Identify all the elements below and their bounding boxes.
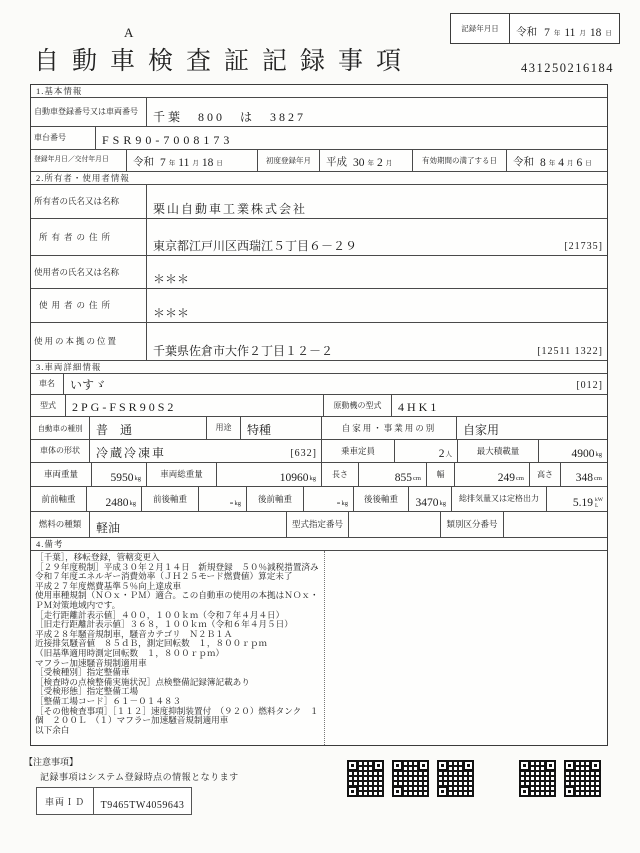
remark-line: 使用車種規制（ＮＯｘ・ＰＭ）適合。この自動車の使用の本拠はＮＯｘ・ＰＭ対策地域内です。	[35, 590, 319, 610]
remark-line: ［受検種別］指定整備車	[35, 667, 130, 678]
front-front-axle-label: 前前軸重	[41, 493, 76, 504]
notes-text: 記録事項はシステム登録時点の情報となります	[40, 772, 239, 782]
row-registration-dates	[31, 149, 607, 171]
remarks-text	[31, 551, 325, 745]
class-number-value	[503, 512, 607, 537]
chassis-number-value: FSR90-7008173	[95, 127, 607, 149]
record-date-box	[450, 13, 620, 44]
vehicle-id-value: T9465TW4059643	[100, 800, 185, 811]
remark-line: 令和７年度エネルギー消費効率（ＪＨ２５モード燃費値）算定未了	[35, 571, 293, 582]
remark-line: ［整備工場コード］６１－０１４８３	[35, 695, 182, 706]
expiry-date-value: 令和 8 年 4 月 6 日	[506, 150, 607, 171]
page-marker: A	[124, 25, 134, 40]
section-heading-vehicle: 3.車両詳細情報	[31, 360, 607, 373]
capacity-value: 2 人	[394, 440, 457, 462]
remark-line: 近接排気騒音値 ８５ｄＢ，測定回転数 １，８００ｒｐｍ	[35, 638, 268, 649]
class-number-label: 類別区分番号	[440, 512, 503, 537]
row-model	[31, 394, 607, 416]
qr-code-icon	[564, 760, 601, 797]
front-rear-axle-label: 前後軸重	[141, 487, 198, 511]
remark-line: ［千葉］，移転登録，管轄変更入	[35, 552, 160, 562]
user-address-value: ＊＊＊	[146, 289, 607, 322]
front-rear-axle-value: - kg	[198, 487, 246, 511]
remark-line: ［２９年度税制］平成３０年２月１４日 新規登録 ５０％減税措置済み	[35, 561, 319, 572]
weight-value: 5950 kg	[91, 463, 146, 486]
width-value: 249 cm	[454, 463, 529, 486]
row-vehicle-name	[31, 373, 607, 394]
category-label: 自動車の種別	[37, 423, 83, 433]
rear-front-axle-value: - kg	[303, 487, 353, 511]
model-label: 型式	[40, 400, 56, 410]
section-heading-owner-user: 2.所有者・使用者情報	[31, 171, 607, 184]
engine-model-label: 原動機の型式	[323, 395, 391, 416]
remark-line: ［その他検査事項］［１１２］速度抑制装置付 （９２０）燃料タンク １個 ２００Ｌ （１）マフラー加速騒音規制適用車	[35, 705, 319, 726]
category-value: 普 通	[89, 417, 206, 439]
row-axle-weights	[31, 486, 607, 511]
remark-line: 平成２７年度燃費基準５％向上達成車	[35, 580, 182, 591]
row-body-capacity-load	[31, 439, 607, 462]
page-title: 自動車検査証記録事項	[34, 48, 415, 75]
max-load-label: 最大積載量	[457, 440, 538, 462]
rear-rear-axle-value: 3470 kg	[408, 487, 451, 511]
registration-date-label: 登録年月日／交付年月日	[34, 156, 109, 164]
expiry-date-label: 有効期間の満了する日	[412, 150, 506, 171]
qr-code-icon	[437, 760, 474, 797]
fuel-value: 軽油	[89, 512, 286, 537]
plate-number-value: 千葉 800 は 3827	[146, 98, 607, 126]
front-front-axle-value: 2480 kg	[86, 487, 141, 511]
base-location-code: [12511 1322]	[537, 346, 603, 357]
row-plate-number	[31, 97, 607, 126]
section-heading-remarks: 4.備考	[31, 537, 607, 550]
row-base-location	[31, 322, 607, 360]
row-user-address	[31, 288, 607, 322]
row-category-use	[31, 416, 607, 439]
vehicle-id-label: 車両ＩＤ	[37, 788, 94, 814]
owner-name-value: 栗山自動車工業株式会社	[146, 185, 607, 218]
remarks-empty-column	[325, 551, 607, 745]
width-label: 幅	[426, 463, 454, 486]
base-location-value: 千葉県佐倉市大作２丁目１２－２ [12511 1322]	[146, 323, 607, 360]
remarks-body	[31, 550, 607, 745]
displacement-value: 5.19 kW L	[546, 487, 607, 511]
height-label: 高さ	[529, 463, 560, 486]
qr-code-group-right	[519, 760, 601, 797]
qr-code-icon	[519, 760, 556, 797]
remark-line: ［受検形態］指定整備工場	[35, 686, 139, 697]
remark-line: マフラー加速騒音規制適用車	[35, 657, 147, 668]
row-owner-address	[31, 218, 607, 255]
private-business-value: 自家用	[456, 417, 607, 439]
remark-line: 平成２８年騒音規制車，騒音カテゴリ Ｎ２Ｂ１Ａ	[35, 628, 233, 639]
use-label: 用途	[206, 417, 240, 439]
row-chassis-number	[31, 126, 607, 149]
owner-address-label: 所有者の住所	[39, 231, 115, 242]
displacement-label: 総排気量又は定格出力	[451, 487, 546, 511]
owner-name-label: 所有者の氏名又は名称	[34, 196, 120, 207]
model-value: 2PG-FSR90S2	[65, 395, 323, 416]
remark-line: ［走行距離計表示値］４００，１００ｋｍ（令和７年４月４日）	[35, 609, 285, 620]
rear-rear-axle-label: 後後軸重	[353, 487, 408, 511]
qr-code-group-left	[347, 760, 474, 797]
engine-model-value: 4HK1	[391, 395, 607, 416]
document-number: 431250216184	[521, 61, 614, 75]
gross-weight-label: 車両総重量	[146, 463, 216, 486]
length-label: 長さ	[321, 463, 358, 486]
remark-line: 以下余白	[35, 724, 70, 735]
remark-line: （旧基準適用時測定回転数 １，８００ｒｐｍ）	[35, 647, 225, 658]
body-shape-value: 冷蔵冷凍車 [632]	[89, 440, 321, 462]
base-location-label: 使用の本拠の位置	[34, 336, 119, 347]
private-business-label: 自家用・事業用の別	[321, 417, 456, 439]
vehicle-name-value: いすゞ [012]	[63, 374, 607, 394]
height-value: 348 cm	[560, 463, 607, 486]
vehicle-name-code: [012]	[576, 380, 603, 391]
first-registration-label: 初度登録年月	[257, 150, 319, 171]
type-designation-label: 型式指定番号	[286, 512, 348, 537]
vehicle-name-label: 車名	[39, 379, 55, 389]
use-value: 特種	[240, 417, 321, 439]
user-name-label: 使用者の氏名又は名称	[34, 266, 120, 277]
row-owner-name	[31, 184, 607, 218]
user-name-value: ＊＊＊	[146, 256, 607, 288]
first-registration-value: 平成 30 年 2 月	[319, 150, 412, 171]
user-address-label: 使用者の住所	[39, 300, 115, 311]
record-table	[30, 84, 608, 746]
record-date-label: 記録年月日	[451, 14, 510, 43]
max-load-value: 4900 kg	[538, 440, 607, 462]
chassis-number-label: 車台番号	[34, 133, 66, 143]
qr-code-icon	[392, 760, 429, 797]
row-user-name	[31, 255, 607, 288]
registration-date-value: 令和 7 年 11 月 18 日	[126, 150, 257, 171]
length-value: 855 cm	[358, 463, 426, 486]
remark-line: ［旧走行距離計表示値］３６８，１００ｋｍ（令和６年４月５日）	[35, 619, 293, 630]
body-shape-code: [632]	[290, 448, 317, 459]
qr-code-icon	[347, 760, 384, 797]
section-heading-basic: 1.基本情報	[36, 86, 83, 96]
gross-weight-value: 10960 kg	[216, 463, 321, 486]
body-shape-label: 車体の形状	[40, 446, 80, 456]
capacity-label: 乗車定員	[321, 440, 394, 462]
owner-address-code: [21735]	[564, 241, 603, 252]
vehicle-id-box	[36, 787, 192, 815]
record-date-value: 令和 7 年 11 月 18 日	[516, 27, 612, 39]
type-designation-value	[348, 512, 440, 537]
weight-label: 車両重量	[43, 469, 78, 480]
plate-number-label: 自動車登録番号又は車両番号	[34, 107, 138, 117]
rear-front-axle-label: 後前軸重	[246, 487, 303, 511]
owner-address-value: 東京都江戸川区西瑞江５丁目６－２９ [21735]	[146, 219, 607, 255]
row-weights-dimensions	[31, 462, 607, 486]
row-fuel-type-numbers	[31, 511, 607, 537]
fuel-label: 燃料の種類	[38, 519, 82, 530]
remark-line: ［検査時の点検整備実施状況］点検整備記録簿記載あり	[35, 676, 250, 687]
notes-heading: 【注意事項】	[24, 757, 79, 767]
